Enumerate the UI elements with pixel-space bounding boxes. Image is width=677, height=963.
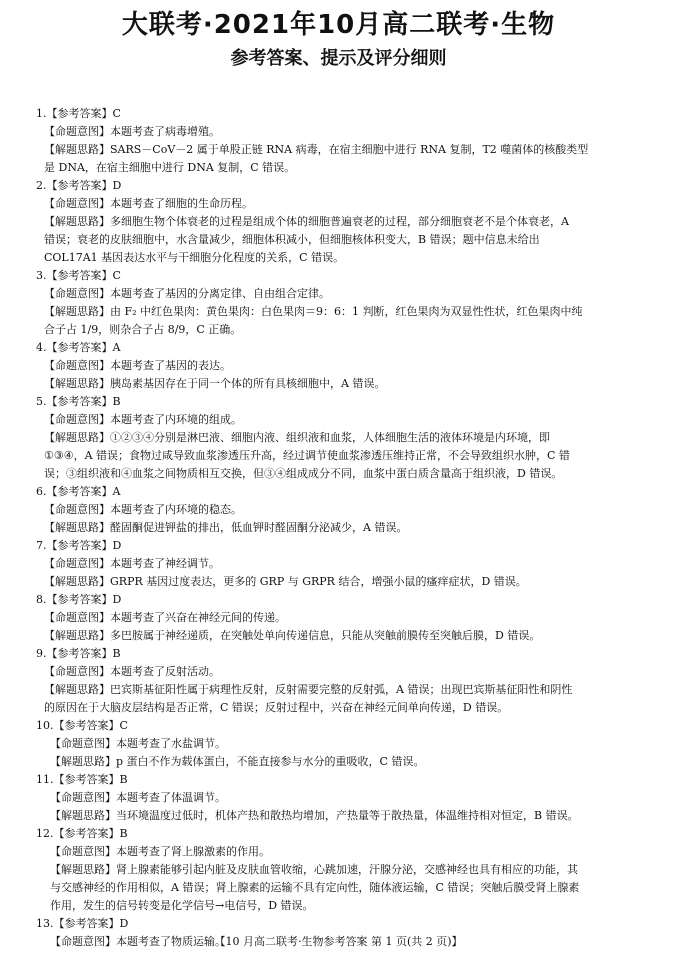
answer-text-line: 与交感神经的作用相似，A 错误；肾上腺素的运输不具有定向性，随体液运输，C 错误；突触后膜受肾上腺素 — [50, 881, 580, 894]
answer-heading: 2.【参考答案】D — [36, 179, 122, 192]
answer-text-line: 合子占 1/9，则杂合子占 8/9，C 正确。 — [44, 323, 242, 336]
answer-text-line: 【解题思路】多巴胺属于神经递质，在突触处单向传递信息，只能从突触前膜传至突触后膜，D 错误。 — [44, 629, 541, 642]
answer-text-line: 【解题思路】SARS－CoV－2 属于单股正链 RNA 病毒，在宿主细胞中进行 RNA 复制，T2 噬菌体的核酸类型 — [44, 143, 589, 156]
answer-text-line: 【解题思路】①②③④分别是淋巴液、细胞内液、组织液和血浆，人体细胞生活的液体环境是内环境，即 — [44, 431, 550, 444]
answer-text-line: 作用，发生的信号转变是化学信号→电信号，D 错误。 — [50, 899, 314, 912]
answer-text-line: 【命题意图】本题考查了内环境的组成。 — [44, 413, 242, 426]
answer-text-line: 【命题意图】本题考查了兴奋在神经元间的传递。 — [44, 611, 286, 624]
answer-heading: 11.【参考答案】B — [36, 773, 128, 786]
answer-text-line: 【命题意图】本题考查了肾上腺激素的作用。 — [50, 845, 270, 858]
answer-text-line: 错误；衰老的皮肤细胞中，水含量减少，细胞体积减小，但细胞核体积变大，B 错误；题中信息未给出 — [44, 233, 540, 246]
page-title: 大联考·2021年10月高二联考·生物 — [121, 10, 556, 40]
answer-text-line: 【命题意图】本题考查了反射活动。 — [44, 665, 220, 678]
answer-text-line: 【解题思路】胰岛素基因存在于同一个体的所有具核细胞中，A 错误。 — [44, 377, 386, 390]
answer-heading: 13.【参考答案】D — [36, 917, 129, 930]
answer-heading: 3.【参考答案】C — [36, 269, 121, 282]
answer-heading: 9.【参考答案】B — [36, 647, 121, 660]
answer-heading: 7.【参考答案】D — [36, 539, 122, 552]
answer-heading: 4.【参考答案】A — [36, 341, 121, 354]
answer-text-line: 【命题意图】本题考查了基因的表达。 — [44, 359, 231, 372]
answer-text-line: 【命题意图】本题考查了水盐调节。 — [50, 737, 226, 750]
answer-text-line: 【解题思路】多细胞生物个体衰老的过程是组成个体的细胞普遍衰老的过程，部分细胞衰老不是个体衰老，A — [44, 215, 569, 228]
answer-text-line: 的原因在于大脑皮层结构是否正常，C 错误；反射过程中，兴奋在神经元间单向传递，D 错误。 — [44, 701, 509, 714]
answer-heading: 6.【参考答案】A — [36, 485, 121, 498]
answer-text-line: 【命题意图】本题考查了基因的分离定律、自由组合定律。 — [44, 287, 330, 300]
answer-text-line: 【命题意图】本题考查了物质运输。 — [50, 935, 226, 948]
answer-text-line: 【解题思路】p 蛋白不作为载体蛋白，不能直接参与水分的重吸收，C 错误。 — [50, 755, 425, 768]
page-subtitle: 参考答案、提示及评分细则 — [230, 48, 447, 69]
answer-text-line: 【解题思路】当环境温度过低时，机体产热和散热均增加，产热量等于散热量，体温维持相对恒定，B 错误。 — [50, 809, 579, 822]
answer-text-line: 【解题思路】巴宾斯基征阳性属于病理性反射，反射需要完整的反射弧，A 错误；出现巴宾斯基征阳性和阴性 — [44, 683, 573, 696]
answer-text-line: 【命题意图】本题考查了神经调节。 — [44, 557, 220, 570]
answer-text-line: 【命题意图】本题考查了病毒增殖。 — [44, 125, 220, 138]
answer-heading: 10.【参考答案】C — [36, 719, 128, 732]
answer-heading: 8.【参考答案】D — [36, 593, 122, 606]
answer-heading: 12.【参考答案】B — [36, 827, 128, 840]
answer-heading: 1.【参考答案】C — [36, 107, 121, 120]
page-footer: 【10 月高二联考·生物参考答案 第 1 页(共 2 页)】 — [214, 935, 463, 948]
answer-text-line: 【命题意图】本题考查了内环境的稳态。 — [44, 503, 242, 516]
answer-text-line: 【解题思路】肾上腺素能够引起内脏及皮肤血管收缩，心跳加速，汗腺分泌，交感神经也具有相应的功能，其 — [50, 863, 578, 876]
answer-heading: 5.【参考答案】B — [36, 395, 121, 408]
answer-text-line: COL17A1 基因表达水平与干细胞分化程度的关系，C 错误。 — [44, 251, 345, 264]
answer-text-line: 【解题思路】GRPR 基因过度表达，更多的 GRP 与 GRPR 结合，增强小鼠的瘙痒症状，D 错误。 — [44, 575, 527, 588]
answer-text-line: 【解题思路】醛固酮促进钾盐的排出，低血钾时醛固酮分泌减少，A 错误。 — [44, 521, 408, 534]
answer-text-line: 是 DNA，在宿主细胞中进行 DNA 复制，C 错误。 — [44, 161, 296, 174]
answer-text-line: 【解题思路】由 F₂ 中红色果肉：黄色果肉：白色果肉＝9：6：1 判断，红色果肉为双显性性状，红色果肉中纯 — [44, 305, 583, 318]
answer-text-line: ①③④，A 错误；食物过咸导致血浆渗透压升高，经过调节使血浆渗透压维持正常，不会导致组织水肿，C 错 — [44, 449, 570, 462]
answer-text-line: 误；③组织液和④血浆之间物质相互交换，但③④组成成分不同，血浆中蛋白质含量高于组织液，D 错误。 — [44, 467, 563, 480]
answer-text-line: 【命题意图】本题考查了体温调节。 — [50, 791, 226, 804]
answer-text-line: 【命题意图】本题考查了细胞的生命历程。 — [44, 197, 253, 210]
answer-list — [36, 105, 648, 951]
